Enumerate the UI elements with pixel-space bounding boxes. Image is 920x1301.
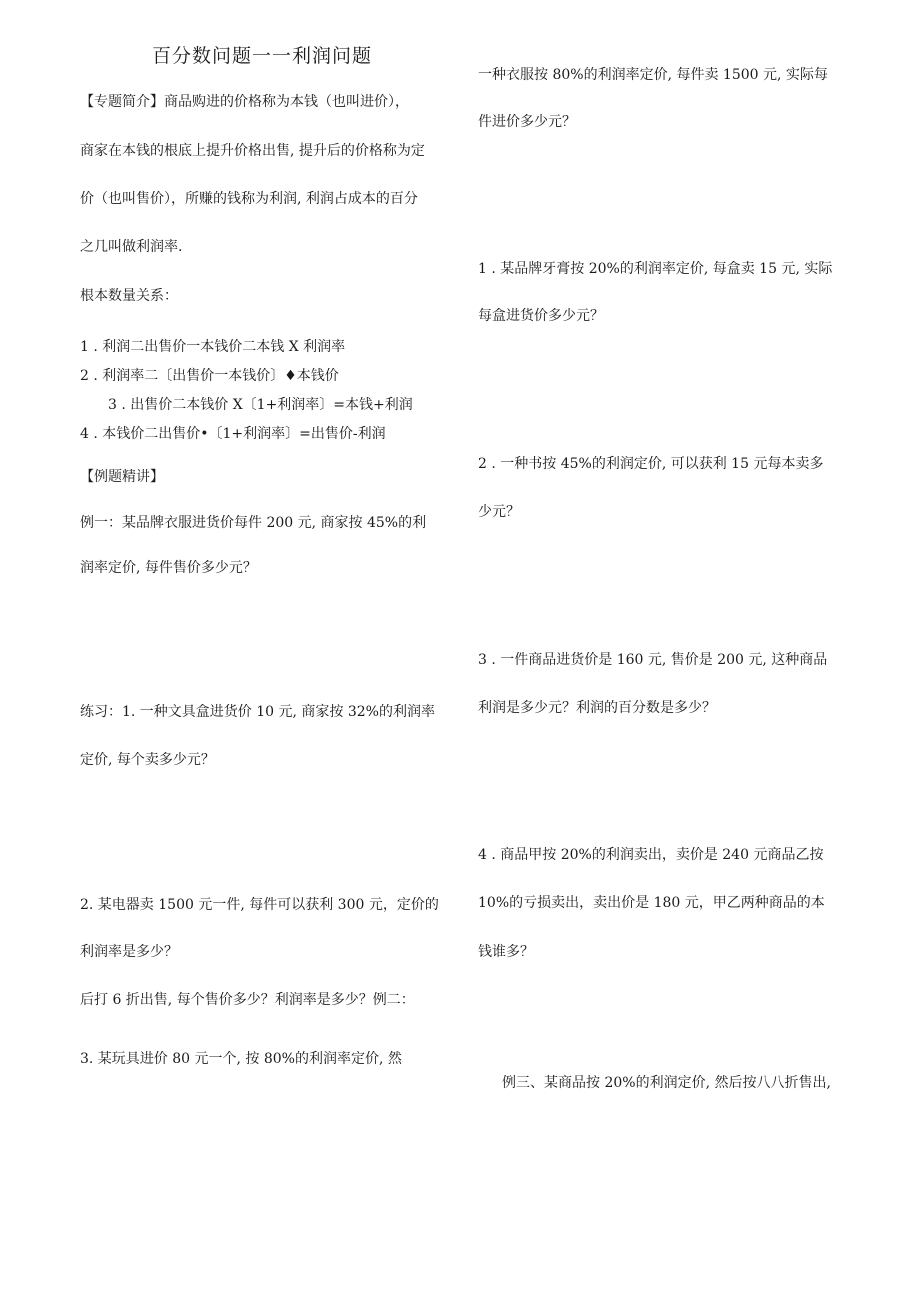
formula-1: 1 . 利润二出售价一本钱价二本钱 X 利润率 — [80, 339, 346, 355]
practice-2-line-2: 利润率是多少？ — [80, 944, 178, 960]
formula-3: 3 . 出售价二本钱价 X〔1+利润率〕=本钱+利润 — [108, 397, 413, 413]
question-4-line-2: 10%的亏损卖出，卖出价是 180 元，甲乙两种商品的本 — [478, 895, 825, 911]
page-title: 百分数问题一一利润问题 — [152, 45, 373, 67]
question-1-line-2: 每盒进货价多少元？ — [478, 308, 604, 324]
question-4-line-3: 钱谁多？ — [478, 944, 534, 960]
intro-line-1: 【专题简介】商品购进的价格称为本钱（也叫进价）， — [80, 94, 409, 110]
intro-line-2: 商家在本钱的根底上提升价格出售, 提升后的价格称为定 — [80, 143, 425, 159]
example-2-line-1: 一种衣服按 80%的利润率定价, 每件卖 1500 元, 实际每 — [478, 67, 828, 83]
practice-1-line-1: 练习：1. 一种文具盒进货价 10 元, 商家按 32%的利润率 — [80, 704, 435, 720]
example-1-line-2: 润率定价, 每件售价多少元？ — [80, 560, 257, 576]
example-1-line-1: 例一：某品牌衣服进货价每件 200 元, 商家按 45%的利 — [80, 515, 427, 531]
question-2-line-1: 2 . 一种书按 45%的利润定价, 可以获利 15 元每本卖多 — [478, 456, 824, 472]
example-2-line-2: 件进价多少元？ — [478, 114, 576, 130]
practice-2-line-1: 2. 某电器卖 1500 元一件, 每件可以获利 300 元，定价的 — [80, 897, 439, 913]
question-4-line-1: 4 . 商品甲按 20%的利润卖出，卖价是 240 元商品乙按 — [478, 847, 824, 863]
question-3-line-1: 3 . 一件商品进货价是 160 元, 售价是 200 元, 这种商品 — [478, 652, 828, 668]
formula-4: 4 . 本钱价二出售价•〔1+利润率〕=出售价-利润 — [80, 426, 386, 442]
example-3-line-1: 例三、某商品按 20%的利润定价, 然后按八八折售出, — [502, 1075, 831, 1091]
practice-1-line-2: 定价, 每个卖多少元？ — [80, 752, 215, 768]
formula-2: 2 . 利润率二〔出售价一本钱价〕♦本钱价 — [80, 368, 339, 384]
question-2-line-2: 少元？ — [478, 504, 520, 520]
relations-heading: 根本数量关系： — [80, 288, 178, 304]
examples-heading: 【例题精讲】 — [80, 469, 164, 485]
practice-2-line-3: 后打 6 折出售, 每个售价多少？利润率是多少？例二： — [80, 992, 415, 1008]
intro-line-3: 价（也叫售价），所赚的钱称为利润, 利润占成本的百分 — [80, 191, 418, 207]
intro-line-4: 之几叫做利润率. — [80, 239, 183, 255]
practice-3-line-1: 3. 某玩具进价 80 元一个, 按 80%的利润率定价, 然 — [80, 1051, 402, 1067]
question-3-line-2: 利润是多少元？利润的百分数是多少？ — [478, 700, 716, 716]
question-1-line-1: 1 . 某品牌牙膏按 20%的利润率定价, 每盒卖 15 元, 实际 — [478, 261, 833, 277]
